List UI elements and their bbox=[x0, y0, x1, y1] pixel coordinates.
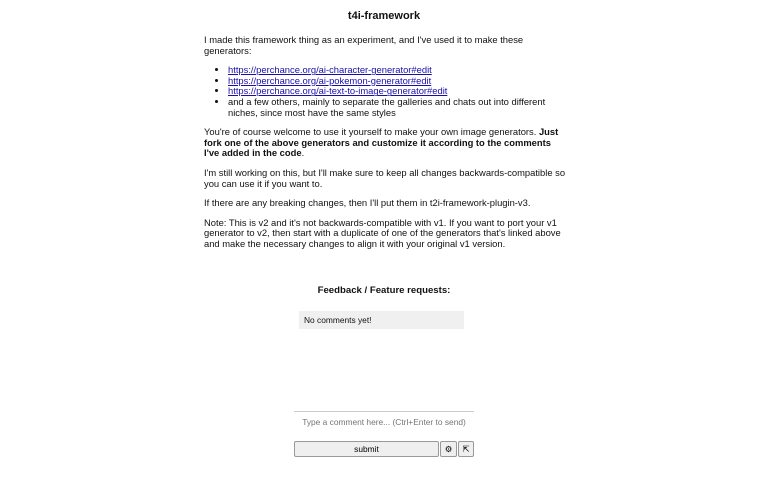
compat-text: I'm still working on this, but I'll make sure to keep all changes backwards-compatible so you can use it if you want to. bbox=[204, 166, 566, 189]
note-text: Note: This is v2 and it's not backwards-compatible with v1. If you want to port your v1 generator to v2, then start with a duplicate of one of the generators that's linked above and make the necessary changes to align it with your original v1 version. bbox=[204, 216, 561, 249]
feedback-title: Feedback / Feature requests: bbox=[317, 285, 451, 296]
usage-text bbox=[204, 127, 568, 159]
gear-icon[interactable]: ⚙ bbox=[440, 441, 457, 457]
generator-link[interactable]: https://perchance.org/ai-pokemon-generator#edit bbox=[228, 74, 432, 86]
comment-input[interactable] bbox=[294, 411, 474, 432]
usage-text-end: . bbox=[301, 147, 305, 159]
comments-list: No comments yet! bbox=[299, 311, 464, 329]
generator-list bbox=[204, 65, 568, 118]
list-item: • and a few others, mainly to separate the galleries and chats out into different niches, since most have the same styles bbox=[228, 97, 568, 118]
generator-link[interactable]: https://perchance.org/ai-character-generator#edit bbox=[228, 64, 432, 76]
breaking-text: If there are any breaking changes, then I'll put them in t2i-framework-plugin-v3. bbox=[204, 197, 531, 209]
generator-link[interactable]: https://perchance.org/ai-text-to-image-generator#edit bbox=[228, 85, 448, 97]
popout-icon[interactable]: ⇱ bbox=[458, 441, 474, 457]
submit-button[interactable]: submit bbox=[294, 441, 439, 457]
usage-text-bold: Just fork one of the above generators and customize it according to the comments I've added in the code bbox=[204, 126, 559, 159]
usage-text-plain: You're of course welcome to use it yourself to make your own image generators. bbox=[204, 126, 539, 138]
description bbox=[204, 35, 568, 259]
intro-text: I made this framework thing as an experiment, and I've used it to make these generators: bbox=[204, 34, 524, 56]
page-title: t4i-framework bbox=[347, 10, 421, 22]
